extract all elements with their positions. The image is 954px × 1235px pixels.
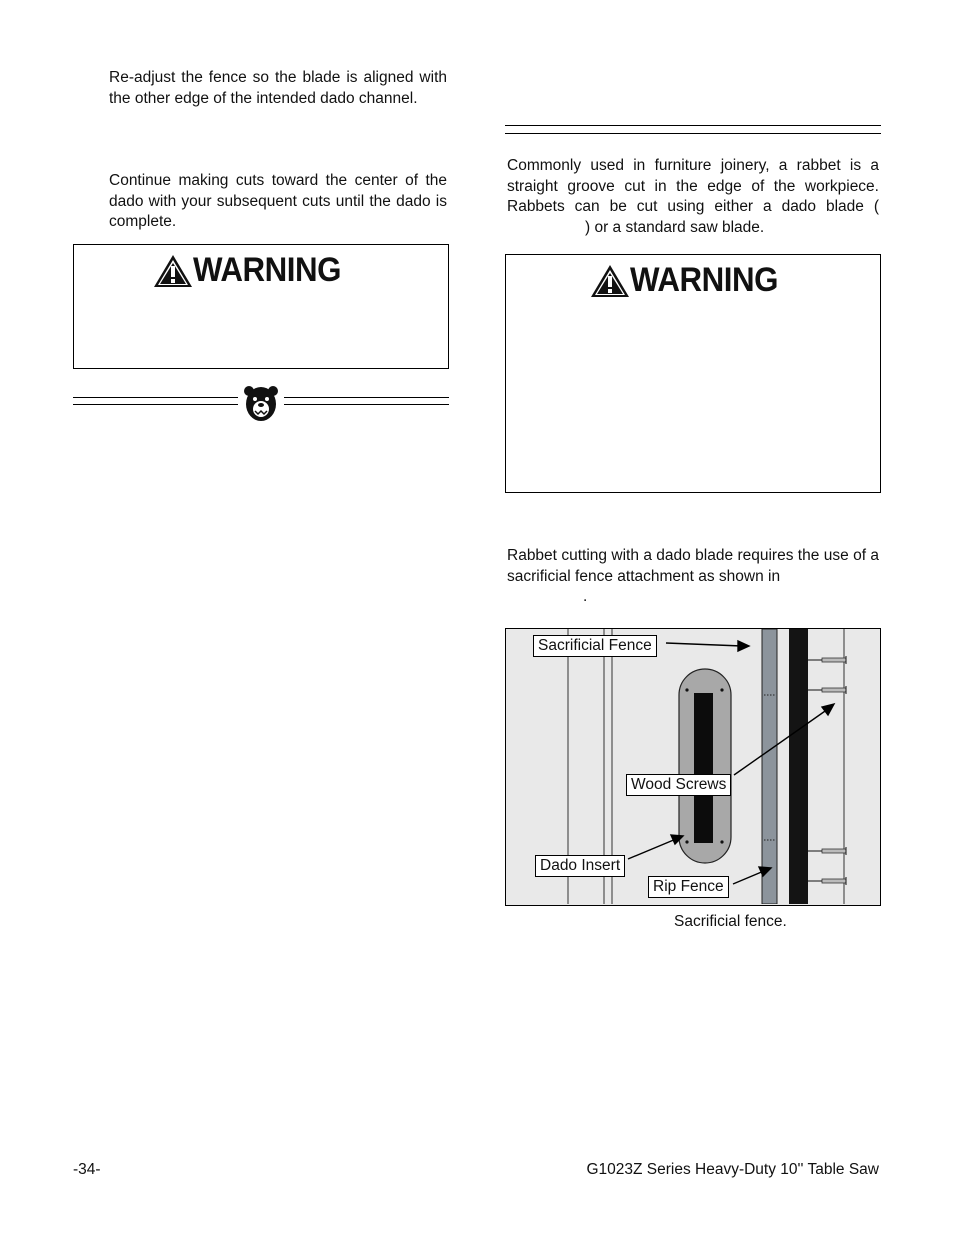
- left-warning-box: [73, 244, 449, 369]
- right-paragraph-2: [507, 546, 879, 608]
- warning-triangle-icon: [590, 264, 630, 298]
- left-warning-header: [153, 251, 354, 290]
- left-paragraph-1: Re-adjust the fence so the blade is aligned with the other edge of the intended dado channel.: [109, 69, 447, 107]
- right-paragraph-1: [507, 156, 879, 238]
- right-warning-box: [505, 254, 881, 493]
- warning-label: WARNING: [193, 251, 341, 289]
- right-paragraph-1-text: Commonly used in furniture joinery, a rabbet is a straight groove cut in the edge of the workpiece. Rabbets can be cut using either a dado blade (: [507, 157, 879, 215]
- manual-title: G1023Z Series Heavy-Duty 10'' Table Saw: [586, 1161, 879, 1178]
- callout-dado-insert: Dado Insert: [535, 855, 625, 877]
- callout-wood-screws: Wood Screws: [626, 774, 731, 796]
- sacrificial-fence-figure: [505, 628, 881, 906]
- section-heading-rule: [505, 125, 881, 134]
- callout-sacrificial-fence: Sacrificial Fence: [533, 635, 657, 657]
- warning-triangle-icon: [153, 254, 193, 288]
- section-divider: [73, 384, 449, 424]
- right-warning-header: [590, 261, 791, 300]
- right-paragraph-1-suffix: ) or a standard saw blade.: [585, 218, 765, 236]
- figure-caption: Sacrificial fence.: [674, 913, 787, 930]
- page-number: -34-: [73, 1161, 101, 1178]
- bear-logo-icon: [241, 384, 281, 424]
- right-paragraph-2-text: Rabbet cutting with a dado blade requires the use of a sacrificial fence attachment as shown in: [507, 547, 879, 585]
- callout-rip-fence: Rip Fence: [648, 876, 729, 898]
- left-paragraph-2: Continue making cuts toward the center of the dado with your subsequent cuts until the dado is complete.: [109, 172, 447, 230]
- right-paragraph-2-end: .: [583, 588, 588, 605]
- warning-label: WARNING: [630, 261, 778, 299]
